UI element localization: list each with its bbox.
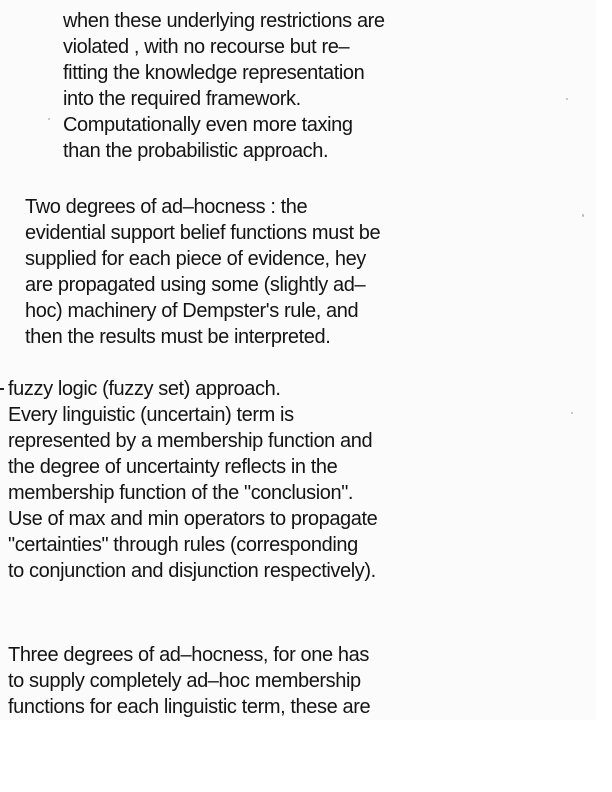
paragraph-three-degrees (8, 642, 370, 720)
text-line: evidential support belief functions must be (25, 222, 381, 244)
text-line: when these underlying restrictions are (63, 10, 385, 32)
paragraph-two-degrees (25, 194, 380, 350)
text-line: represented by a membership function and (8, 430, 373, 452)
text-line: the degree of uncertainty reflects in the (8, 456, 338, 478)
text-line: into the required framework. (63, 88, 301, 110)
text-line: "certainties" through rules (corresponding (8, 534, 358, 556)
text-line: supplied for each piece of evidence, hey (25, 248, 366, 270)
paragraph-fuzzy-logic (8, 376, 377, 584)
text-line: Use of max and min operators to propagate (8, 508, 378, 530)
scan-speck (582, 214, 584, 217)
text-line: violated , with no recourse but re– (63, 36, 350, 58)
paragraph-restrictions (63, 8, 385, 164)
text-line: functions for each linguistic term, these are (8, 696, 371, 718)
text-line: fuzzy logic (fuzzy set) approach. (8, 378, 281, 400)
text-line: Every linguistic (uncertain) term is (8, 404, 294, 426)
scan-speck (566, 98, 568, 100)
text-line: then the results must be interpreted. (25, 326, 331, 348)
text-line: hoc) machinery of Dempster's rule, and (25, 300, 359, 322)
text-line: Two degrees of ad–hocness : the (25, 196, 308, 218)
text-line: fitting the knowledge representation (63, 62, 365, 84)
scan-speck (571, 412, 573, 414)
text-line: to conjunction and disjunction respectively). (8, 560, 376, 582)
text-line: are propagated using some (slightly ad– (25, 274, 366, 296)
text-line: Three degrees of ad–hocness, for one has (8, 644, 369, 666)
bullet-dash (0, 388, 4, 390)
text-line: than the probabilistic approach. (63, 140, 329, 162)
scan-speck (48, 118, 50, 120)
text-line: to supply completely ad–hoc membership (8, 670, 361, 692)
text-line: membership function of the "conclusion". (8, 482, 354, 504)
text-line: Computationally even more taxing (63, 114, 353, 136)
